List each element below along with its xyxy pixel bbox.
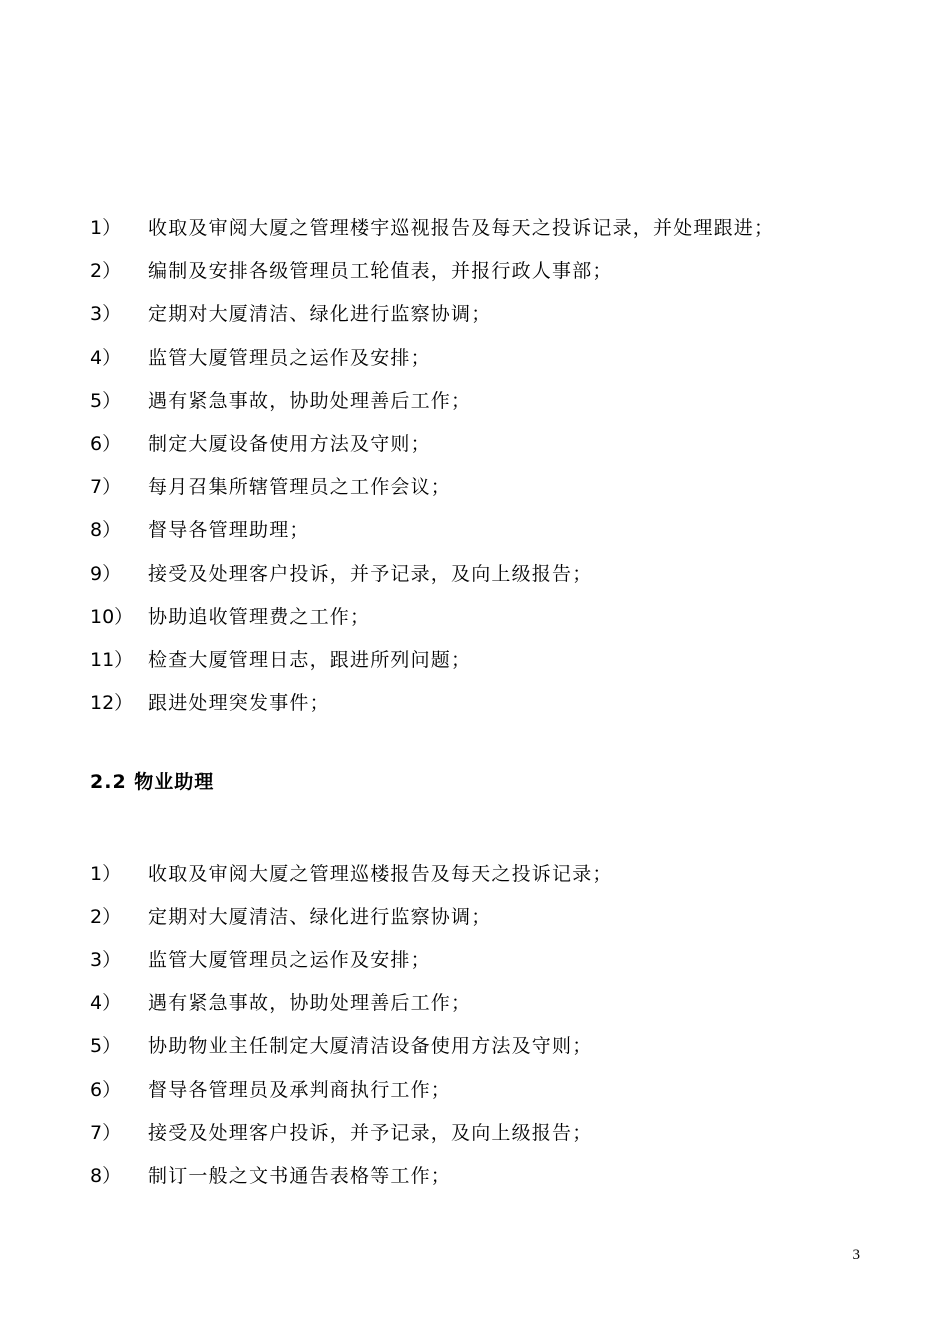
item-text: 收取及审阅大厦之管理楼宇巡视报告及每天之投诉记录，并处理跟进； — [148, 217, 775, 240]
item-text: 监管大厦管理员之运作及安排； — [148, 949, 431, 972]
list-item — [90, 378, 774, 421]
item-number: 7） — [90, 1121, 122, 1144]
list-item — [90, 507, 774, 550]
item-text: 监管大厦管理员之运作及安排； — [148, 346, 431, 369]
item-number: 3） — [90, 303, 122, 326]
list-item — [90, 680, 774, 723]
list-item — [90, 1023, 613, 1066]
list-item — [90, 335, 774, 378]
list-item — [90, 205, 774, 248]
item-number: 4） — [90, 346, 122, 369]
item-number: 1） — [90, 217, 122, 240]
item-number: 6） — [90, 433, 122, 456]
item-number: 10） — [90, 605, 134, 628]
item-text: 协助物业主任制定大厦清洁设备使用方法及守则； — [148, 1035, 593, 1058]
item-number: 5） — [90, 1035, 122, 1058]
list-item — [90, 1153, 613, 1196]
page-number: 3 — [852, 1247, 860, 1263]
item-number: 8） — [90, 1164, 122, 1187]
item-text: 跟进处理突发事件； — [148, 692, 330, 715]
item-number: 2） — [90, 260, 122, 283]
list-item — [90, 894, 613, 937]
list-item — [90, 594, 774, 637]
item-number: 8） — [90, 519, 122, 542]
item-text: 检查大厦管理日志，跟进所列问题； — [148, 648, 472, 671]
list-item — [90, 980, 613, 1023]
item-text: 接受及处理客户投诉，并予记录，及向上级报告； — [148, 562, 593, 585]
item-text: 协助追收管理费之工作； — [148, 605, 371, 628]
list-item — [90, 248, 774, 291]
item-number: 2） — [90, 906, 122, 929]
list-item — [90, 464, 774, 507]
item-text: 遇有紧急事故，协助处理善后工作； — [148, 992, 472, 1015]
item-text: 督导各管理员及承判商执行工作； — [148, 1078, 452, 1101]
duties-list-2 — [90, 851, 613, 1196]
list-item — [90, 421, 774, 464]
item-text: 定期对大厦清洁、绿化进行监察协调； — [148, 906, 492, 929]
item-text: 督导各管理助理； — [148, 519, 310, 542]
item-text: 编制及安排各级管理员工轮值表，并报行政人事部； — [148, 260, 613, 283]
duties-list-1 — [90, 205, 774, 723]
list-item — [90, 291, 774, 334]
item-number: 5） — [90, 389, 122, 412]
item-text: 收取及审阅大厦之管理巡楼报告及每天之投诉记录； — [148, 863, 613, 886]
item-number: 7） — [90, 476, 122, 499]
item-text: 制订一般之文书通告表格等工作； — [148, 1164, 452, 1187]
item-number: 6） — [90, 1078, 122, 1101]
item-number: 11） — [90, 648, 134, 671]
list-item — [90, 637, 774, 680]
item-text: 遇有紧急事故，协助处理善后工作； — [148, 389, 472, 412]
item-text: 制定大厦设备使用方法及守则； — [148, 433, 431, 456]
item-number: 9） — [90, 562, 122, 585]
item-number: 3） — [90, 949, 122, 972]
item-number: 4） — [90, 992, 122, 1015]
item-text: 接受及处理客户投诉，并予记录，及向上级报告； — [148, 1121, 593, 1144]
item-number: 1） — [90, 863, 122, 886]
list-item — [90, 1066, 613, 1109]
list-item — [90, 937, 613, 980]
item-number: 12） — [90, 692, 134, 715]
item-text: 每月召集所辖管理员之工作会议； — [148, 476, 452, 499]
section-heading: 2.2 物业助理 — [90, 771, 215, 793]
list-item — [90, 851, 613, 894]
list-item — [90, 1110, 613, 1153]
list-item — [90, 551, 774, 594]
item-text: 定期对大厦清洁、绿化进行监察协调； — [148, 303, 492, 326]
